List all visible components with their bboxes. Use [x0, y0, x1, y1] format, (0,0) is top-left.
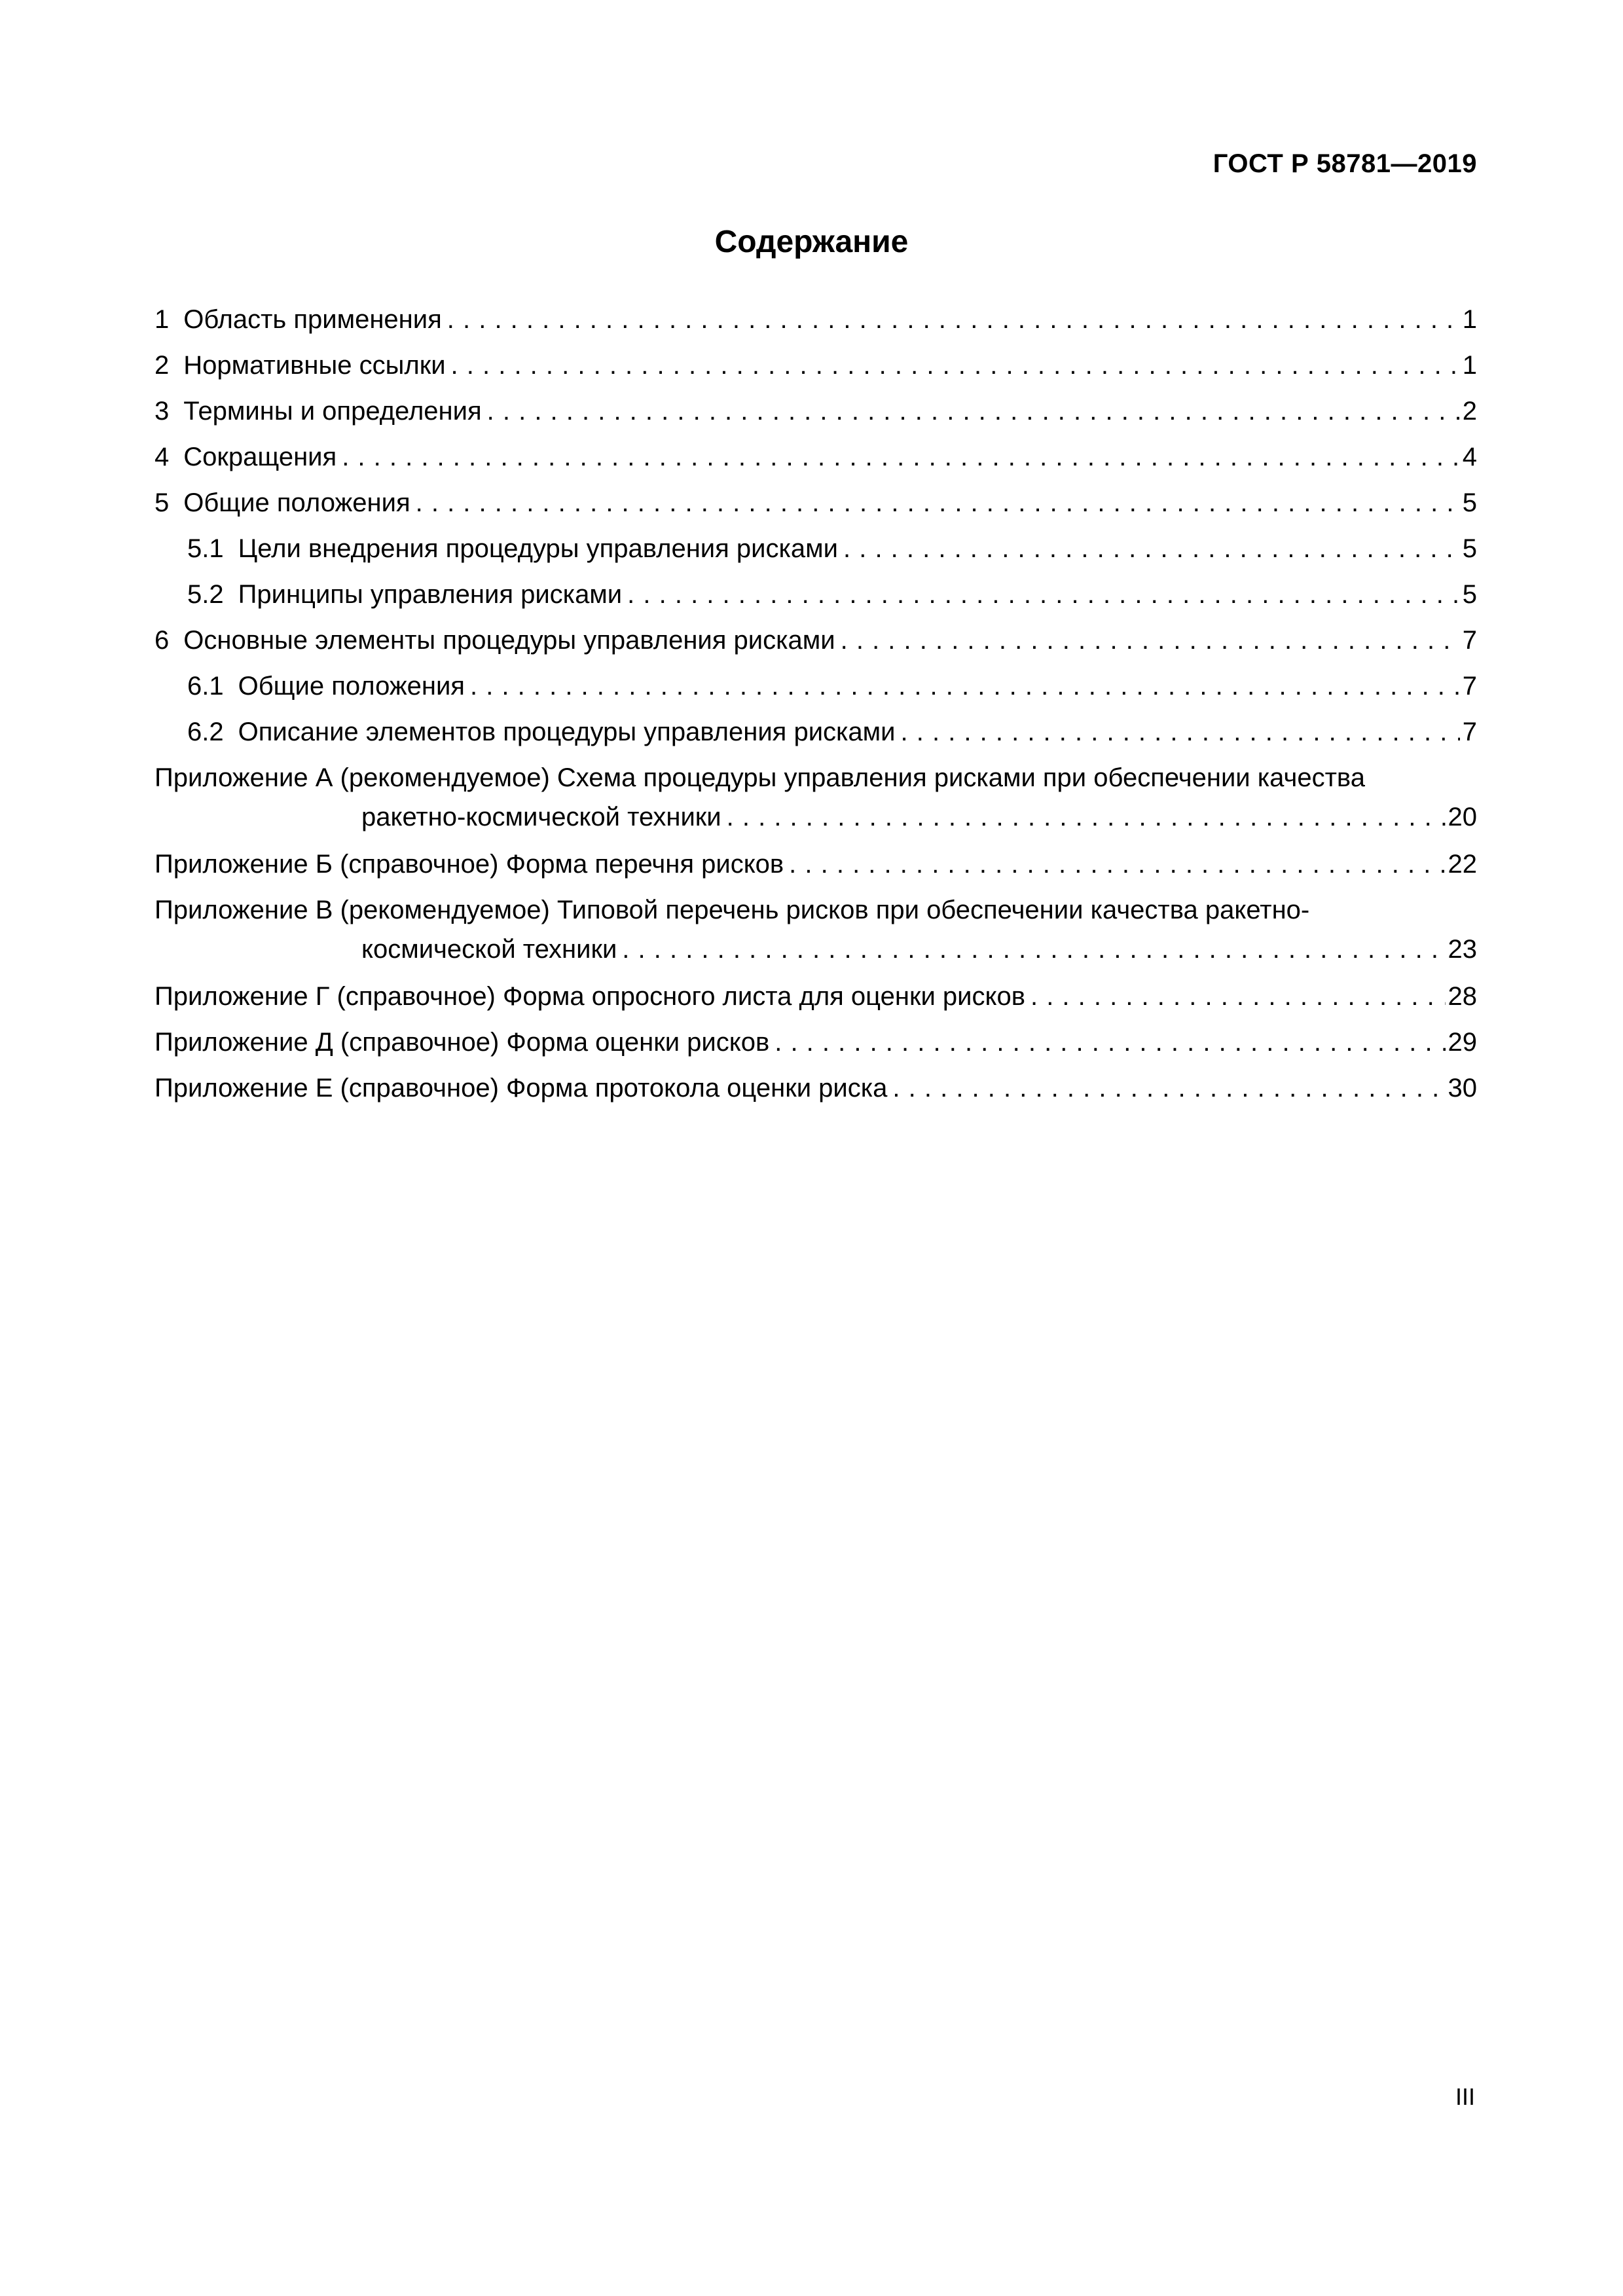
dot-leader	[470, 666, 1460, 706]
toc-appendix-title: Приложение Е (справочное) Форма протокола оценки риска	[155, 1074, 888, 1102]
toc-entry-text: Общие положения	[238, 672, 465, 701]
toc-entry-text: Сокращения	[183, 443, 337, 471]
toc-appendix-v[interactable]	[155, 890, 1477, 968]
toc-entry-text: Нормативные ссылки	[183, 351, 446, 380]
dot-leader	[627, 575, 1460, 614]
toc-appendix-line	[155, 930, 1477, 968]
table-of-contents	[155, 300, 1477, 1114]
toc-appendix-title: Приложение Г (справочное) Форма опросного листа для оценки рисков	[155, 982, 1025, 1011]
toc-entry-page: 29	[1448, 1028, 1477, 1057]
toc-entry-text: Описание элементов процедуры управления рисками	[238, 718, 896, 746]
dot-leader	[901, 712, 1460, 752]
toc-entry-5[interactable]	[155, 483, 1477, 529]
toc-appendix-continuation: космической техники	[361, 935, 617, 964]
toc-title: Содержание	[714, 225, 909, 259]
toc-entry-page: 4	[1462, 443, 1477, 471]
toc-appendix-line	[155, 797, 1477, 835]
toc-entry-page: 30	[1448, 1074, 1477, 1102]
dot-leader	[342, 437, 1460, 477]
document-code: ГОСТ Р 58781—2019	[1213, 149, 1477, 178]
toc-entry-number: 6.2	[187, 718, 224, 746]
toc-appendix-d[interactable]	[155, 1023, 1477, 1068]
toc-entry-6-2[interactable]	[155, 712, 1477, 758]
toc-appendix-e[interactable]	[155, 1068, 1477, 1114]
toc-appendix-a[interactable]	[155, 758, 1477, 835]
toc-appendix-title: Приложение В (рекомендуемое) Типовой перечень рисков при обеспечении качества ракетно-	[155, 896, 1310, 924]
toc-entry-number: 1	[155, 305, 170, 334]
dot-leader	[487, 392, 1460, 431]
toc-entry-2[interactable]	[155, 346, 1477, 392]
toc-entry-text: Общие положения	[183, 488, 410, 517]
dot-leader	[892, 1068, 1445, 1108]
toc-entry-text: Область применения	[183, 305, 442, 334]
toc-entry-page: 20	[1448, 803, 1477, 831]
toc-appendix-title: Приложение Б (справочное) Форма перечня рисков	[155, 850, 784, 879]
toc-entry-5-2[interactable]	[155, 575, 1477, 621]
dot-leader	[843, 529, 1460, 568]
toc-entry-page: 7	[1462, 672, 1477, 701]
dot-leader	[1030, 977, 1446, 1016]
toc-entry-4[interactable]	[155, 437, 1477, 483]
toc-entry-6-1[interactable]	[155, 666, 1477, 712]
dot-leader	[775, 1023, 1445, 1062]
toc-entry-number: 3	[155, 397, 170, 426]
toc-entry-page: 23	[1448, 935, 1477, 964]
toc-appendix-b[interactable]	[155, 845, 1477, 890]
toc-entry-number: 5.2	[187, 580, 224, 609]
dot-leader	[841, 621, 1460, 660]
toc-entry-page: 2	[1462, 397, 1477, 426]
toc-appendix-continuation: ракетно-космической техники	[361, 803, 721, 831]
toc-entry-page: 1	[1462, 305, 1477, 334]
toc-entry-text: Принципы управления рисками	[238, 580, 623, 609]
dot-leader	[622, 930, 1445, 969]
toc-entry-1[interactable]	[155, 300, 1477, 346]
page-number: III	[1455, 2083, 1475, 2110]
toc-entry-page: 28	[1448, 982, 1477, 1011]
toc-entry-number: 5	[155, 488, 170, 517]
toc-entry-number: 5.1	[187, 534, 224, 563]
toc-entry-page: 5	[1462, 534, 1477, 563]
toc-entry-text: Основные элементы процедуры управления рисками	[183, 626, 835, 655]
toc-entry-page: 7	[1462, 718, 1477, 746]
toc-entry-text: Термины и определения	[183, 397, 482, 426]
dot-leader	[447, 300, 1460, 339]
dot-leader	[727, 797, 1446, 837]
toc-entry-page: 5	[1462, 488, 1477, 517]
toc-entry-text: Цели внедрения процедуры управления рисками	[238, 534, 838, 563]
toc-appendix-g[interactable]	[155, 977, 1477, 1023]
toc-entry-number: 6	[155, 626, 170, 655]
toc-entry-3[interactable]	[155, 392, 1477, 437]
toc-entry-page: 5	[1462, 580, 1477, 609]
toc-entry-page: 7	[1462, 626, 1477, 655]
toc-appendix-title: Приложение Д (справочное) Форма оценки рисков	[155, 1028, 770, 1057]
toc-entry-number: 2	[155, 351, 170, 380]
toc-entry-5-1[interactable]	[155, 529, 1477, 575]
dot-leader	[789, 845, 1445, 884]
toc-entry-6[interactable]	[155, 621, 1477, 666]
toc-entry-number: 6.1	[187, 672, 224, 701]
toc-entry-page: 1	[1462, 351, 1477, 380]
toc-appendix-title: Приложение А (рекомендуемое) Схема процедуры управления рисками при обеспечении качества	[155, 763, 1365, 792]
toc-entry-page: 22	[1448, 850, 1477, 879]
dot-leader	[451, 346, 1460, 385]
dot-leader	[416, 483, 1460, 522]
toc-entry-number: 4	[155, 443, 170, 471]
